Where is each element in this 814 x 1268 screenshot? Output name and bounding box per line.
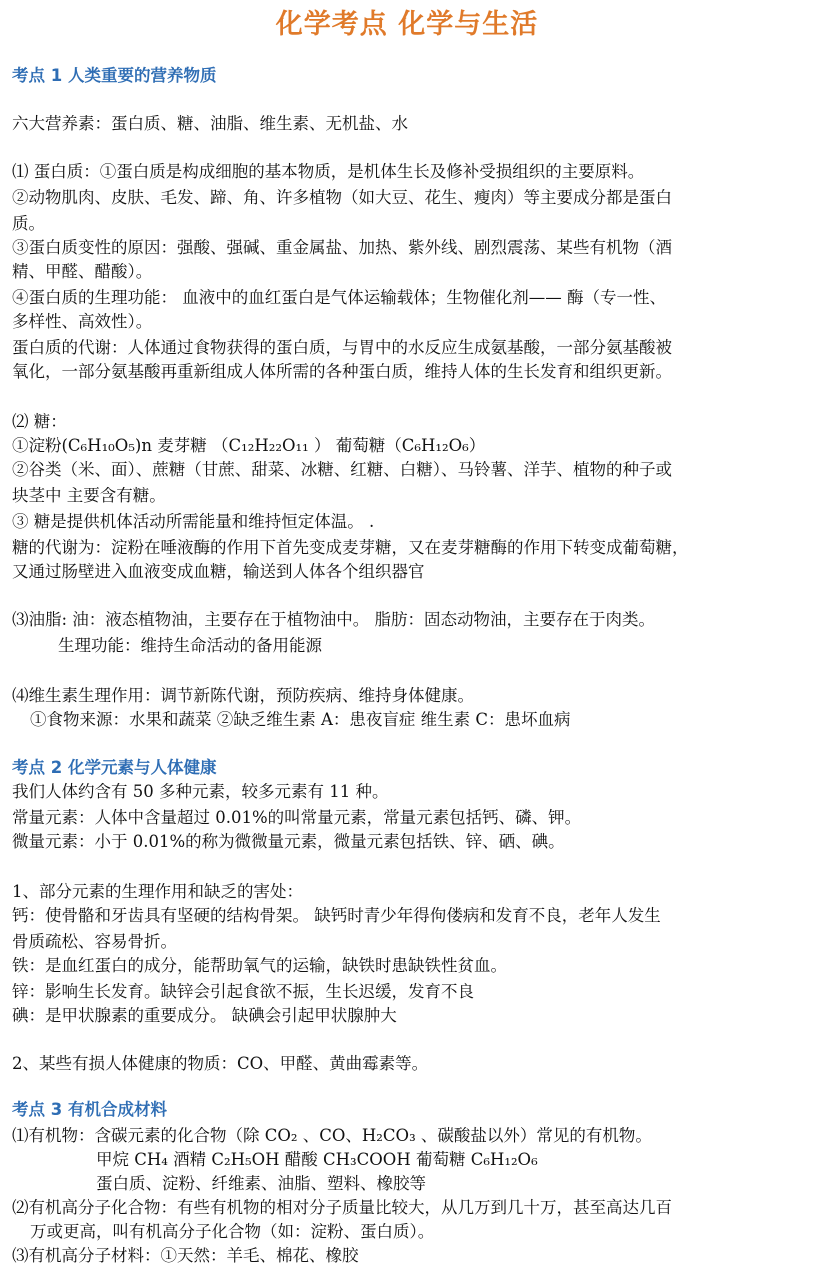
text-line: 微量元素：小于 0.01%的称为微微量元素，微量元素包括铁、锌、硒、碘。 xyxy=(12,832,565,851)
text-line: ⑶有机高分子材料：①天然：羊毛、棉花、橡胶 xyxy=(12,1246,359,1265)
text-line: ⑴ 蛋白质：①蛋白质是构成细胞的基本物质，是机体生长及修补受损组织的主要原料。 xyxy=(12,162,645,181)
text-line: 蛋白质的代谢：人体通过食物获得的蛋白质，与胃中的水反应生成氨基酸，一部分氨基酸被 xyxy=(12,338,672,357)
text-line: ②动物肌肉、皮肤、毛发、蹄、角、许多植物（如大豆、花生、瘦肉）等主要成分都是蛋白 xyxy=(12,188,672,207)
text-line: 铁：是血红蛋白的成分，能帮助氧气的运输，缺铁时患缺铁性贫血。 xyxy=(12,956,507,975)
text-line: ⑷维生素生理作用：调节新陈代谢，预防疾病、维持身体健康。 xyxy=(12,686,474,705)
text-line: 锌：影响生长发育。缺锌会引起食欲不振，生长迟缓，发育不良 xyxy=(12,982,474,1001)
text-line: ⑶油脂: 油：液态植物油，主要存在于植物油中。 脂肪：固态动物油，主要存在于肉类。 xyxy=(12,610,656,629)
text-line: ③ 糖是提供机体活动所需能量和维持恒定体温。 . xyxy=(12,512,375,531)
text-line: 块茎中 主要含有糖。 xyxy=(12,486,166,505)
page-title: 化学考点 化学与生活 xyxy=(275,9,539,40)
section-heading-2: 考点 2 化学元素与人体健康 xyxy=(12,758,217,777)
text-line: 生理功能：维持生命活动的备用能源 xyxy=(58,636,322,655)
text-line: 2、某些有损人体健康的物质：CO、甲醛、黄曲霉素等。 xyxy=(12,1054,429,1073)
text-line: 蛋白质、淀粉、纤维素、油脂、塑料、橡胶等 xyxy=(96,1174,426,1193)
text-line: ①食物来源：水果和蔬菜 ②缺乏维生素 A：患夜盲症 维生素 C：患坏血病 xyxy=(30,710,571,729)
text-line: 常量元素：人体中含量超过 0.01%的叫常量元素，常量元素包括钙、磷、钾。 xyxy=(12,808,582,827)
text-line: 我们人体约含有 50 多种元素，较多元素有 11 种。 xyxy=(12,782,389,801)
text-line: 1、部分元素的生理作用和缺乏的害处： xyxy=(12,882,303,901)
section-heading-3: 考点 3 有机合成材料 xyxy=(12,1100,167,1119)
text-line: ③蛋白质变性的原因：强酸、强碱、重金属盐、加热、紫外线、剧烈震荡、某些有机物（酒 xyxy=(12,238,672,257)
section-heading-1: 考点 1 人类重要的营养物质 xyxy=(12,66,217,85)
text-line: ④蛋白质的生理功能： 血液中的血红蛋白是气体运输载体；生物催化剂—— 酶（专一性、 xyxy=(12,288,666,307)
text-line: ⑵有机高分子化合物：有些有机物的相对分子质量比较大，从几万到几十万，甚至高达几百 xyxy=(12,1198,672,1217)
formula-line: ①淀粉(C₆H₁₀O₅)n 麦芽糖 （C₁₂H₂₂O₁₁ ） 葡萄糖（C₆H₁₂O₆） xyxy=(12,436,486,455)
text-line: ②谷类（米、面）、蔗糖（甘蔗、甜菜、冰糖、红糖、白糖）、马铃薯、洋芋、植物的种子或 xyxy=(12,460,672,479)
text-line: ⑴有机物：含碳元素的化合物（除 CO₂ 、CO、H₂CO₃ 、碳酸盐以外）常见的有机物。 xyxy=(12,1126,652,1145)
text-line: 碘：是甲状腺素的重要成分。 缺碘会引起甲状腺肿大 xyxy=(12,1006,397,1025)
text-line: 多样性、高效性）。 xyxy=(12,312,153,331)
text-line: 又通过肠壁进入血液变成血糖，输送到人体各个组织器官 xyxy=(12,562,425,581)
text-line: ⑵ 糖： xyxy=(12,412,67,431)
text-line: 精、甲醛、醋酸）。 xyxy=(12,262,153,281)
text-line: 质。 xyxy=(12,214,45,233)
formula-line: 甲烷 CH₄ 酒精 C₂H₅OH 醋酸 CH₃COOH 葡萄糖 C₆H₁₂O₆ xyxy=(96,1150,538,1169)
text-line: 骨质疏松、容易骨折。 xyxy=(12,932,177,951)
text-line: 糖的代谢为：淀粉在唾液酶的作用下首先变成麦芽糖，又在麦芽糖酶的作用下转变成葡萄糖， xyxy=(12,538,689,557)
text-line: 万或更高，叫有机高分子化合物（如：淀粉、蛋白质）。 xyxy=(30,1222,435,1241)
text-line: 钙：使骨骼和牙齿具有坚硬的结构骨架。 缺钙时青少年得佝偻病和发育不良，老年人发生 xyxy=(12,906,661,925)
text-line: 六大营养素：蛋白质、糖、油脂、维生素、无机盐、水 xyxy=(12,114,408,133)
text-line: 氧化，一部分氨基酸再重新组成人体所需的各种蛋白质，维持人体的生长发育和组织更新。 xyxy=(12,362,672,381)
